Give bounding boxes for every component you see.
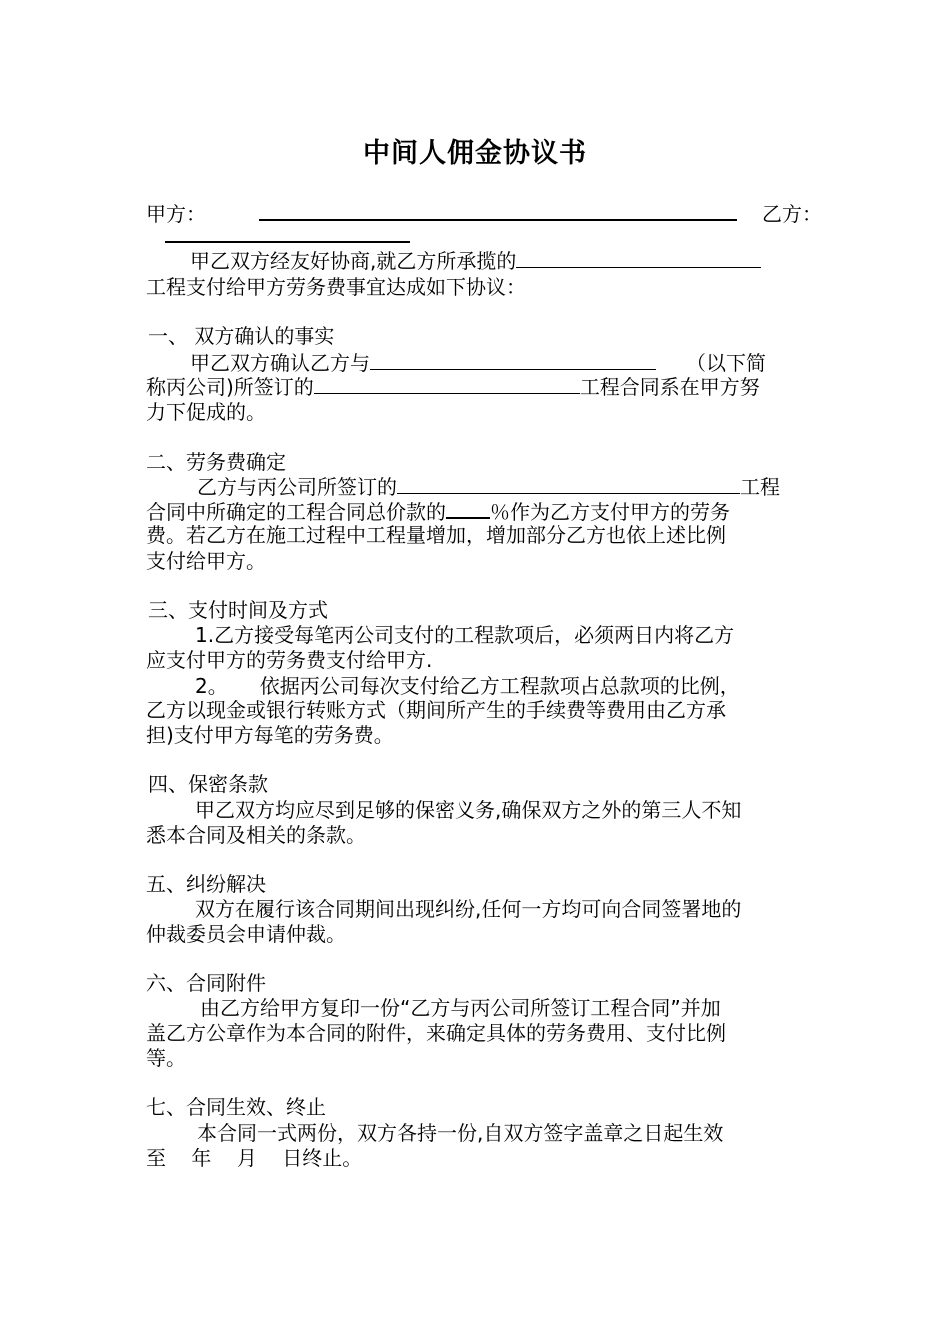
section-6-line-1: 由乙方给甲方复印一份“乙方与丙公司所签订工程合同”并加 <box>200 996 721 1020</box>
party-a-blank <box>259 219 737 221</box>
section-2-heading: 二、劳务费确定 <box>146 450 286 474</box>
section-6-heading: 六、合同附件 <box>146 971 266 995</box>
section-2-line-2 <box>146 497 730 525</box>
section-3-line-3 <box>195 673 740 699</box>
section-6-line-2: 盖乙方公章作为本合同的附件，来确定具体的劳务费用、支付比例 <box>146 1021 726 1045</box>
intro-line-2: 工程支付给甲方劳务费事宜达成如下协议： <box>146 275 526 299</box>
section-3-heading: 三、支付时间及方式 <box>148 598 328 622</box>
section-3-line-2: 应支付甲方的劳务费支付给甲方. <box>146 648 433 672</box>
intro-text-1: 甲乙双方经友好协商,就乙方所承揽的 <box>190 249 517 273</box>
party-b-blank <box>165 241 410 243</box>
section-4-heading: 四、保密条款 <box>148 772 268 796</box>
section-3-line-4: 乙方以现金或银行转账方式（期间所产生的手续费等费用由乙方承 <box>146 698 726 722</box>
party-a-label: 甲方： <box>146 202 206 226</box>
section-1-line-1 <box>190 349 766 376</box>
section-2-line-3: 费。若乙方在施工过程中工程量增加，增加部分乙方也依上述比例 <box>146 523 726 547</box>
section-5-heading: 五、纠纷解决 <box>146 872 266 896</box>
s1-text-d: 工程合同系在甲方努 <box>579 375 760 399</box>
contract-blank-2 <box>397 473 740 494</box>
section-3-line-5: 担)支付甲方每笔的劳务费。 <box>146 723 394 747</box>
section-6-line-3: 等。 <box>146 1046 186 1070</box>
document-title: 中间人佣金协议书 <box>363 138 587 169</box>
section-5-line-2: 仲裁委员会申请仲裁。 <box>146 922 346 946</box>
intro-line-1 <box>190 247 761 274</box>
section-7-line-2: 至 年 月 日终止。 <box>146 1146 363 1170</box>
s2-text-b: 工程 <box>740 475 780 499</box>
section-1-heading: 一、 双方确认的事实 <box>148 324 335 348</box>
s2-text-a: 乙方与丙公司所签订的 <box>197 475 397 499</box>
section-4-line-2: 悉本合同及相关的条款。 <box>146 823 366 847</box>
s3-item-2-text: 依据丙公司每次支付给乙方工程款项占总款项的比例， <box>259 674 740 698</box>
percentage-blank <box>446 497 490 519</box>
s2-text-d: ％作为乙方支付甲方的劳务 <box>490 500 730 524</box>
contract-name-blank <box>314 373 580 394</box>
section-4-line-1: 甲乙双方均应尽到足够的保密义务,确保双方之外的第三人不知 <box>195 798 742 822</box>
third-party-blank <box>370 349 656 370</box>
party-b-label: 乙方： <box>762 202 822 226</box>
s1-text-c: 称丙公司)所签订的 <box>146 375 314 399</box>
section-7-line-1: 本合同一式两份，双方各持一份,自双方签字盖章之日起生效 <box>197 1121 724 1145</box>
s2-text-c: 合同中所确定的工程合同总价款的 <box>146 500 446 524</box>
section-1-line-3: 力下促成的。 <box>146 400 266 424</box>
s1-text-a: 甲乙双方确认乙方与 <box>190 351 370 375</box>
section-5-line-1: 双方在履行该合同期间出现纠纷,任何一方均可向合同签署地的 <box>195 897 742 921</box>
section-3-line-1: 1.乙方接受每笔丙公司支付的工程款项后，必须两日内将乙方 <box>195 623 735 647</box>
project-name-blank <box>516 247 761 268</box>
s1-text-b: （以下简 <box>686 351 766 375</box>
section-7-heading: 七、合同生效、终止 <box>146 1095 326 1119</box>
section-2-line-4: 支付给甲方。 <box>146 549 266 573</box>
section-2-line-1 <box>197 473 780 500</box>
section-1-line-2 <box>146 373 760 400</box>
s3-item-2-number: 2。 <box>195 674 228 698</box>
